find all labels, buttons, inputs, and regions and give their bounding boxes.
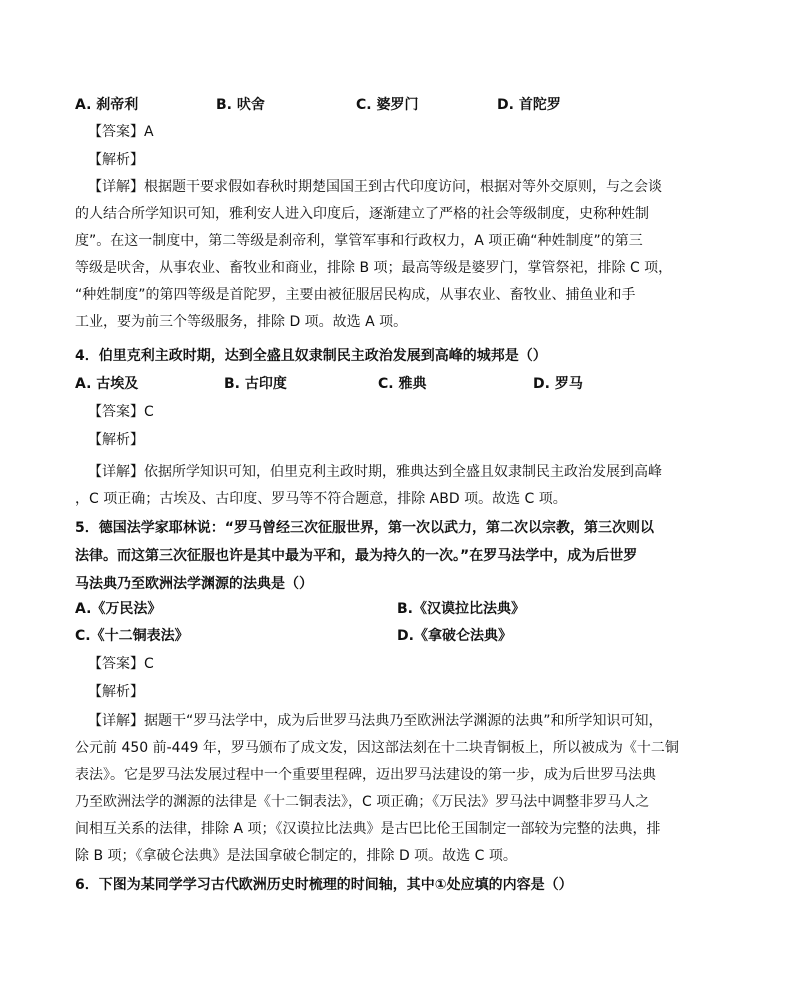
q4-detail — [75, 459, 723, 513]
q5-option-c: C.《十二铜表法》 — [75, 628, 189, 644]
q5-detail-line: 表法》。它是罗马法发展过程中一个重要里程碑，迈出罗马法建设的第一步，成为后世罗马法典 — [75, 767, 656, 783]
q5-detail-line: 间相互关系的法律，排除 A 项；《汉谟拉比法典》是古巴比伦王国制定一部较为完整的法典，排 — [75, 821, 661, 837]
q3-option-b: B. 吠舍 — [216, 97, 265, 113]
q3-option-d: D. 首陀罗 — [497, 97, 561, 113]
q3-detail-line: 的人结合所学知识可知，雅利安人进入印度后，逐渐建立了严格的社会等级制度，史称种姓制 — [75, 206, 649, 222]
q5-option-d: D.《拿破仑法典》 — [397, 628, 512, 644]
q3-detail — [75, 174, 723, 336]
q4-option-b: B. 古印度 — [224, 376, 287, 392]
q4-detail-line: ，C 项正确；古埃及、古印度、罗马等不符合题意，排除 ABD 项。故选 C 项。 — [75, 491, 567, 507]
q5-detail-line: 乃至欧洲法学的渊源的法律是《十二铜表法》，C 项正确；《万民法》罗马法中调整非罗马人之 — [75, 794, 650, 810]
q5-detail-line: 除 B 项；《拿破仑法典》是法国拿破仑制定的，排除 D 项。故选 C 项。 — [75, 848, 517, 864]
q3-detail-line: 工业，要为前三个等级服务，排除 D 项。故选 A 项。 — [75, 314, 408, 330]
q6-question: 6．下图为某同学学习古代欧洲历史时梳理的时间轴，其中①处应填的内容是（） — [75, 877, 573, 893]
q5-option-a: A.《万民法》 — [75, 601, 162, 617]
q4-detail-line: 【详解】依据所学知识可知，伯里克利主政时期，雅典达到全盛且奴隶制民主政治发展到高峰 — [88, 464, 662, 480]
q5-detail — [75, 708, 723, 870]
q3-answer: 【答案】A — [88, 124, 154, 140]
q4-option-a: A. 古埃及 — [75, 376, 139, 392]
q4-option-d: D. 罗马 — [533, 376, 583, 392]
q5-detail-line: 【详解】据题干“罗马法学中，成为后世罗马法典乃至欧洲法学渊源的法典”和所学知识可知， — [88, 713, 663, 729]
q5-question-line: 法律。而这第三次征服也许是其中最为平和，最为持久的一次。”在罗马法学中，成为后世罗 — [75, 548, 638, 564]
q3-detail-line: 【详解】根据题干要求假如春秋时期楚国国王到古代印度访问，根据对等外交原则，与之会谈 — [88, 179, 662, 195]
q5-analysis-label: 【解析】 — [88, 684, 144, 700]
q5-detail-line: 公元前 450 前-449 年，罗马颁布了成文发，因这部法刻在十二块青铜板上，所以被成为《十二铜 — [75, 740, 679, 756]
q3-analysis-label: 【解析】 — [88, 152, 144, 168]
q5-question-line: 5．德国法学家耶林说：“罗马曾经三次征服世界，第一次以武力，第二次以宗教，第三次则以 — [75, 520, 654, 536]
q3-detail-line: 等级是吠舍，从事农业、畜牧业和商业，排除 B 项；最高等级是婆罗门，掌管祭祀，排除 C 项， — [75, 260, 673, 276]
q3-detail-line: 度”。在这一制度中，第二等级是刹帝利，掌管军事和行政权力，A 项正确“种姓制度”的第三 — [75, 233, 643, 249]
q4-answer: 【答案】C — [88, 404, 154, 420]
q3-detail-line: “种姓制度”的第四等级是首陀罗，主要由被征服居民构成，从事农业、畜牧业、捕鱼业和手 — [75, 287, 636, 303]
q3-option-c: C. 婆罗门 — [356, 97, 419, 113]
q5-option-b: B.《汉谟拉比法典》 — [397, 601, 525, 617]
q4-question: 4．伯里克利主政时期，达到全盛且奴隶制民主政治发展到高峰的城邦是（） — [75, 348, 547, 364]
q3-option-a: A. 刹帝利 — [75, 97, 139, 113]
q5-answer: 【答案】C — [88, 656, 154, 672]
q5-question-line: 马法典乃至欧洲法学渊源的法典是（） — [75, 576, 313, 592]
q5-question — [75, 514, 723, 598]
q4-analysis-label: 【解析】 — [88, 432, 144, 448]
q4-option-c: C. 雅典 — [378, 376, 427, 392]
